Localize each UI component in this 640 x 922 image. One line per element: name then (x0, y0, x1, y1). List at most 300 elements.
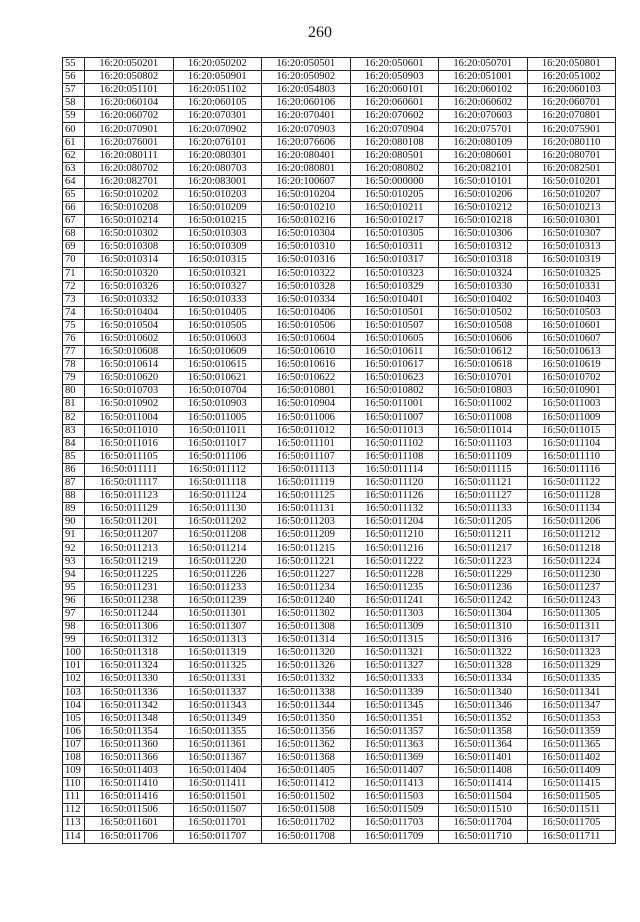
code-cell: 16:50:010319 (527, 254, 616, 267)
code-cell: 16:50:011128 (527, 490, 616, 503)
code-cell: 16:50:010309 (173, 241, 262, 254)
code-cell: 16:50:010304 (262, 228, 351, 241)
code-cell: 16:50:010903 (173, 398, 262, 411)
code-cell: 16:50:011015 (527, 424, 616, 437)
code-cell: 16:50:010325 (527, 267, 616, 280)
row-number: 62 (63, 149, 85, 162)
code-cell: 16:20:050802 (85, 71, 174, 84)
code-cell: 16:50:011416 (85, 791, 174, 804)
code-cell: 16:50:011010 (85, 424, 174, 437)
cadastral-codes-table (62, 57, 616, 844)
code-cell: 16:50:010202 (85, 188, 174, 201)
row-number: 76 (63, 332, 85, 345)
code-cell: 16:50:011305 (527, 607, 616, 620)
code-cell: 16:50:011220 (173, 555, 262, 568)
code-cell: 16:20:070602 (350, 110, 439, 123)
code-cell: 16:50:011704 (439, 817, 528, 830)
table-row (63, 699, 616, 712)
code-cell: 16:50:011348 (85, 712, 174, 725)
code-cell: 16:50:010305 (350, 228, 439, 241)
code-cell: 16:50:011237 (527, 581, 616, 594)
code-cell: 16:20:060602 (439, 97, 528, 110)
code-cell: 16:50:011508 (262, 804, 351, 817)
table-row (63, 346, 616, 359)
code-cell: 16:50:011304 (439, 607, 528, 620)
code-cell: 16:50:010612 (439, 346, 528, 359)
code-cell: 16:50:010616 (262, 359, 351, 372)
code-cell: 16:50:010216 (262, 215, 351, 228)
code-cell: 16:50:010322 (262, 267, 351, 280)
row-number: 66 (63, 202, 85, 215)
table-row (63, 215, 616, 228)
code-cell: 16:50:011345 (350, 699, 439, 712)
code-cell: 16:50:011205 (439, 516, 528, 529)
code-cell: 16:50:011219 (85, 555, 174, 568)
code-cell: 16:20:051102 (173, 84, 262, 97)
code-cell: 16:20:050201 (85, 58, 174, 71)
row-number: 70 (63, 254, 85, 267)
code-cell: 16:50:011351 (350, 712, 439, 725)
code-cell: 16:50:011365 (527, 738, 616, 751)
code-cell: 16:50:011355 (173, 725, 262, 738)
row-number: 92 (63, 542, 85, 555)
row-number: 107 (63, 738, 85, 751)
code-cell: 16:50:011347 (527, 699, 616, 712)
table-row (63, 503, 616, 516)
code-cell: 16:50:011124 (173, 490, 262, 503)
code-cell: 16:50:011505 (527, 791, 616, 804)
code-cell: 16:50:011314 (262, 634, 351, 647)
row-number: 82 (63, 411, 85, 424)
code-cell: 16:50:010306 (439, 228, 528, 241)
code-cell: 16:50:010611 (350, 346, 439, 359)
code-cell: 16:50:010331 (527, 280, 616, 293)
code-cell: 16:50:011346 (439, 699, 528, 712)
code-cell: 16:50:010218 (439, 215, 528, 228)
code-cell: 16:20:050501 (262, 58, 351, 71)
code-cell: 16:20:082701 (85, 175, 174, 188)
table-row (63, 568, 616, 581)
code-cell: 16:50:011234 (262, 581, 351, 594)
code-cell: 16:50:010702 (527, 372, 616, 385)
code-cell: 16:50:011320 (262, 647, 351, 660)
code-cell: 16:50:010506 (262, 319, 351, 332)
code-cell: 16:50:010604 (262, 332, 351, 345)
code-cell: 16:50:010620 (85, 372, 174, 385)
code-cell: 16:50:011104 (527, 437, 616, 450)
code-cell: 16:50:010321 (173, 267, 262, 280)
row-number: 55 (63, 58, 85, 71)
code-cell: 16:20:070904 (350, 123, 439, 136)
code-cell: 16:50:011327 (350, 660, 439, 673)
code-cell: 16:20:060105 (173, 97, 262, 110)
code-cell: 16:50:011102 (350, 437, 439, 450)
table-row (63, 359, 616, 372)
code-cell: 16:50:011126 (350, 490, 439, 503)
code-cell: 16:50:011324 (85, 660, 174, 673)
table-row (63, 621, 616, 634)
table-row (63, 228, 616, 241)
code-cell: 16:20:050801 (527, 58, 616, 71)
code-cell: 16:50:011601 (85, 817, 174, 830)
code-cell: 16:50:010618 (439, 359, 528, 372)
code-cell: 16:50:011353 (527, 712, 616, 725)
code-cell: 16:50:010507 (350, 319, 439, 332)
row-number: 112 (63, 804, 85, 817)
code-cell: 16:50:011367 (173, 751, 262, 764)
code-cell: 16:50:010333 (173, 293, 262, 306)
code-cell: 16:50:010621 (173, 372, 262, 385)
code-cell: 16:50:010605 (350, 332, 439, 345)
code-cell: 16:20:080401 (262, 149, 351, 162)
table-row (63, 97, 616, 110)
table-row (63, 280, 616, 293)
code-cell: 16:20:075701 (439, 123, 528, 136)
table-row (63, 830, 616, 843)
code-cell: 16:50:010206 (439, 188, 528, 201)
table-row (63, 516, 616, 529)
code-cell: 16:20:060701 (527, 97, 616, 110)
code-cell: 16:50:011206 (527, 516, 616, 529)
code-cell: 16:50:011007 (350, 411, 439, 424)
code-cell: 16:50:011307 (173, 621, 262, 634)
code-cell: 16:50:011225 (85, 568, 174, 581)
code-cell: 16:50:011201 (85, 516, 174, 529)
code-cell: 16:20:060104 (85, 97, 174, 110)
code-cell: 16:50:010211 (350, 202, 439, 215)
code-cell: 16:50:010207 (527, 188, 616, 201)
code-cell: 16:50:011711 (527, 830, 616, 843)
code-cell: 16:50:010504 (85, 319, 174, 332)
table-row (63, 188, 616, 201)
table-row (63, 71, 616, 84)
code-cell: 16:20:050901 (173, 71, 262, 84)
code-cell: 16:50:011001 (350, 398, 439, 411)
code-cell: 16:50:011360 (85, 738, 174, 751)
code-cell: 16:50:010324 (439, 267, 528, 280)
code-cell: 16:50:011134 (527, 503, 616, 516)
code-cell: 16:50:011209 (262, 529, 351, 542)
code-cell: 16:50:011707 (173, 830, 262, 843)
code-cell: 16:50:010315 (173, 254, 262, 267)
code-cell: 16:50:011362 (262, 738, 351, 751)
code-cell: 16:50:011244 (85, 607, 174, 620)
row-number: 89 (63, 503, 85, 516)
table-row (63, 673, 616, 686)
code-cell: 16:50:011215 (262, 542, 351, 555)
code-cell: 16:50:011337 (173, 686, 262, 699)
table-row (63, 424, 616, 437)
code-cell: 16:50:011308 (262, 621, 351, 634)
code-cell: 16:50:010501 (350, 306, 439, 319)
code-cell: 16:50:011103 (439, 437, 528, 450)
code-cell: 16:50:010326 (85, 280, 174, 293)
code-cell: 16:20:070301 (173, 110, 262, 123)
row-number: 60 (63, 123, 85, 136)
row-number: 96 (63, 594, 85, 607)
code-cell: 16:50:011401 (439, 751, 528, 764)
code-cell: 16:50:010607 (527, 332, 616, 345)
code-cell: 16:50:011356 (262, 725, 351, 738)
code-cell: 16:50:011402 (527, 751, 616, 764)
code-cell: 16:20:050902 (262, 71, 351, 84)
code-cell: 16:50:010502 (439, 306, 528, 319)
code-cell: 16:50:011014 (439, 424, 528, 437)
row-number: 113 (63, 817, 85, 830)
table-row (63, 319, 616, 332)
code-cell: 16:50:011238 (85, 594, 174, 607)
table-row (63, 202, 616, 215)
code-cell: 16:20:080701 (527, 149, 616, 162)
code-cell: 16:50:011208 (173, 529, 262, 542)
code-cell: 16:50:010330 (439, 280, 528, 293)
code-cell: 16:50:011507 (173, 804, 262, 817)
code-cell: 16:50:011313 (173, 634, 262, 647)
code-cell: 16:20:051001 (439, 71, 528, 84)
code-cell: 16:50:011325 (173, 660, 262, 673)
code-cell: 16:50:011217 (439, 542, 528, 555)
code-cell: 16:50:010205 (350, 188, 439, 201)
row-number: 104 (63, 699, 85, 712)
code-cell: 16:50:010601 (527, 319, 616, 332)
code-cell: 16:50:011203 (262, 516, 351, 529)
code-cell: 16:20:075901 (527, 123, 616, 136)
row-number: 91 (63, 529, 85, 542)
code-cell: 16:50:010213 (527, 202, 616, 215)
code-cell: 16:50:010329 (350, 280, 439, 293)
row-number: 58 (63, 97, 85, 110)
code-cell: 16:50:011350 (262, 712, 351, 725)
code-cell: 16:50:011326 (262, 660, 351, 673)
code-cell: 16:50:011407 (350, 765, 439, 778)
code-cell: 16:50:011361 (173, 738, 262, 751)
row-number: 93 (63, 555, 85, 568)
row-number: 99 (63, 634, 85, 647)
code-cell: 16:50:010334 (262, 293, 351, 306)
code-cell: 16:50:011311 (527, 621, 616, 634)
code-cell: 16:50:011227 (262, 568, 351, 581)
code-cell: 16:20:083001 (173, 175, 262, 188)
table-row (63, 634, 616, 647)
code-cell: 16:50:010203 (173, 188, 262, 201)
code-cell: 16:50:011214 (173, 542, 262, 555)
row-number: 59 (63, 110, 85, 123)
code-cell: 16:50:010404 (85, 306, 174, 319)
code-cell: 16:50:010608 (85, 346, 174, 359)
row-number: 103 (63, 686, 85, 699)
code-cell: 16:50:011302 (262, 607, 351, 620)
code-cell: 16:50:011413 (350, 778, 439, 791)
code-cell: 16:50:010505 (173, 319, 262, 332)
code-cell: 16:50:011359 (527, 725, 616, 738)
row-number: 81 (63, 398, 85, 411)
code-cell: 16:50:011336 (85, 686, 174, 699)
code-cell: 16:50:010610 (262, 346, 351, 359)
code-cell: 16:50:010619 (527, 359, 616, 372)
code-cell: 16:50:011708 (262, 830, 351, 843)
table-row (63, 306, 616, 319)
row-number: 56 (63, 71, 85, 84)
code-cell: 16:50:011110 (527, 450, 616, 463)
code-cell: 16:50:010323 (350, 267, 439, 280)
table-row (63, 149, 616, 162)
code-cell: 16:50:011009 (527, 411, 616, 424)
row-number: 90 (63, 516, 85, 529)
code-cell: 16:50:011112 (173, 463, 262, 476)
code-cell: 16:50:011502 (262, 791, 351, 804)
table-row (63, 594, 616, 607)
code-cell: 16:50:011133 (439, 503, 528, 516)
code-cell: 16:50:011335 (527, 673, 616, 686)
code-cell: 16:50:011212 (527, 529, 616, 542)
code-cell: 16:20:050903 (350, 71, 439, 84)
code-cell: 16:50:011207 (85, 529, 174, 542)
table-row (63, 450, 616, 463)
code-cell: 16:50:010312 (439, 241, 528, 254)
row-number: 63 (63, 162, 85, 175)
code-cell: 16:50:010317 (350, 254, 439, 267)
code-cell: 16:50:011301 (173, 607, 262, 620)
code-cell: 16:50:010613 (527, 346, 616, 359)
code-cell: 16:50:010313 (527, 241, 616, 254)
code-cell: 16:50:011130 (173, 503, 262, 516)
code-cell: 16:50:011204 (350, 516, 439, 529)
code-cell: 16:50:010606 (439, 332, 528, 345)
row-number: 102 (63, 673, 85, 686)
code-cell: 16:20:080601 (439, 149, 528, 162)
row-number: 68 (63, 228, 85, 241)
code-cell: 16:50:011006 (262, 411, 351, 424)
row-number: 71 (63, 267, 85, 280)
code-cell: 16:50:011412 (262, 778, 351, 791)
table-row (63, 332, 616, 345)
code-cell: 16:20:082101 (439, 162, 528, 175)
code-cell: 16:50:011408 (439, 765, 528, 778)
code-cell: 16:20:054803 (262, 84, 351, 97)
table-row (63, 791, 616, 804)
code-cell: 16:20:080802 (350, 162, 439, 175)
table-row (63, 751, 616, 764)
row-number: 83 (63, 424, 85, 437)
code-cell: 16:50:011404 (173, 765, 262, 778)
code-cell: 16:50:011306 (85, 621, 174, 634)
code-cell: 16:50:011504 (439, 791, 528, 804)
code-cell: 16:50:010802 (350, 385, 439, 398)
code-cell: 16:50:010503 (527, 306, 616, 319)
table-row (63, 581, 616, 594)
row-number: 84 (63, 437, 85, 450)
code-cell: 16:50:011339 (350, 686, 439, 699)
code-cell: 16:50:011333 (350, 673, 439, 686)
row-number: 65 (63, 188, 85, 201)
code-cell: 16:50:011318 (85, 647, 174, 660)
code-cell: 16:20:070901 (85, 123, 174, 136)
code-cell: 16:50:010406 (262, 306, 351, 319)
code-cell: 16:50:010704 (173, 385, 262, 398)
code-cell: 16:50:010204 (262, 188, 351, 201)
code-cell: 16:50:010609 (173, 346, 262, 359)
code-cell: 16:50:011106 (173, 450, 262, 463)
code-cell: 16:50:011415 (527, 778, 616, 791)
code-cell: 16:50:011331 (173, 673, 262, 686)
table-row (63, 162, 616, 175)
code-cell: 16:20:100607 (262, 175, 351, 188)
code-cell: 16:50:010308 (85, 241, 174, 254)
code-cell: 16:50:011230 (527, 568, 616, 581)
table-row (63, 778, 616, 791)
row-number: 101 (63, 660, 85, 673)
code-cell: 16:50:011017 (173, 437, 262, 450)
row-number: 61 (63, 136, 85, 149)
row-number: 105 (63, 712, 85, 725)
code-cell: 16:50:011117 (85, 477, 174, 490)
code-cell: 16:50:011310 (439, 621, 528, 634)
code-cell: 16:50:010316 (262, 254, 351, 267)
code-cell: 16:20:070801 (527, 110, 616, 123)
code-cell: 16:50:010212 (439, 202, 528, 215)
code-cell: 16:50:011121 (439, 477, 528, 490)
code-cell: 16:50:011235 (350, 581, 439, 594)
code-cell: 16:50:011317 (527, 634, 616, 647)
row-number: 74 (63, 306, 85, 319)
code-cell: 16:50:010622 (262, 372, 351, 385)
row-number: 64 (63, 175, 85, 188)
row-number: 114 (63, 830, 85, 843)
code-cell: 16:50:011340 (439, 686, 528, 699)
code-cell: 16:50:011202 (173, 516, 262, 529)
code-cell: 16:50:010615 (173, 359, 262, 372)
code-cell: 16:50:011321 (350, 647, 439, 660)
code-cell: 16:20:080108 (350, 136, 439, 149)
code-cell: 16:50:011231 (85, 581, 174, 594)
code-cell: 16:50:011358 (439, 725, 528, 738)
code-cell: 16:20:060702 (85, 110, 174, 123)
code-cell: 16:50:011511 (527, 804, 616, 817)
code-cell: 16:50:011366 (85, 751, 174, 764)
row-number: 80 (63, 385, 85, 398)
code-cell: 16:50:010902 (85, 398, 174, 411)
code-cell: 16:50:010210 (262, 202, 351, 215)
code-cell: 16:50:011341 (527, 686, 616, 699)
code-cell: 16:50:011101 (262, 437, 351, 450)
code-cell: 16:50:011120 (350, 477, 439, 490)
table-row (63, 738, 616, 751)
code-cell: 16:50:011105 (85, 450, 174, 463)
code-cell: 16:50:010320 (85, 267, 174, 280)
code-cell: 16:20:070902 (173, 123, 262, 136)
code-cell: 16:50:011506 (85, 804, 174, 817)
row-number: 87 (63, 477, 85, 490)
code-cell: 16:50:011322 (439, 647, 528, 660)
code-cell: 16:50:010402 (439, 293, 528, 306)
row-number: 88 (63, 490, 85, 503)
code-cell: 16:50:011216 (350, 542, 439, 555)
code-cell: 16:50:010318 (439, 254, 528, 267)
code-cell: 16:50:011218 (527, 542, 616, 555)
row-number: 78 (63, 359, 85, 372)
code-cell: 16:50:011354 (85, 725, 174, 738)
table-row (63, 712, 616, 725)
code-cell: 16:50:011224 (527, 555, 616, 568)
code-cell: 16:20:080110 (527, 136, 616, 149)
code-cell: 16:50:011003 (527, 398, 616, 411)
code-cell: 16:50:010403 (527, 293, 616, 306)
code-cell: 16:50:011113 (262, 463, 351, 476)
table-row (63, 411, 616, 424)
code-cell: 16:50:010617 (350, 359, 439, 372)
row-number: 69 (63, 241, 85, 254)
row-number: 108 (63, 751, 85, 764)
